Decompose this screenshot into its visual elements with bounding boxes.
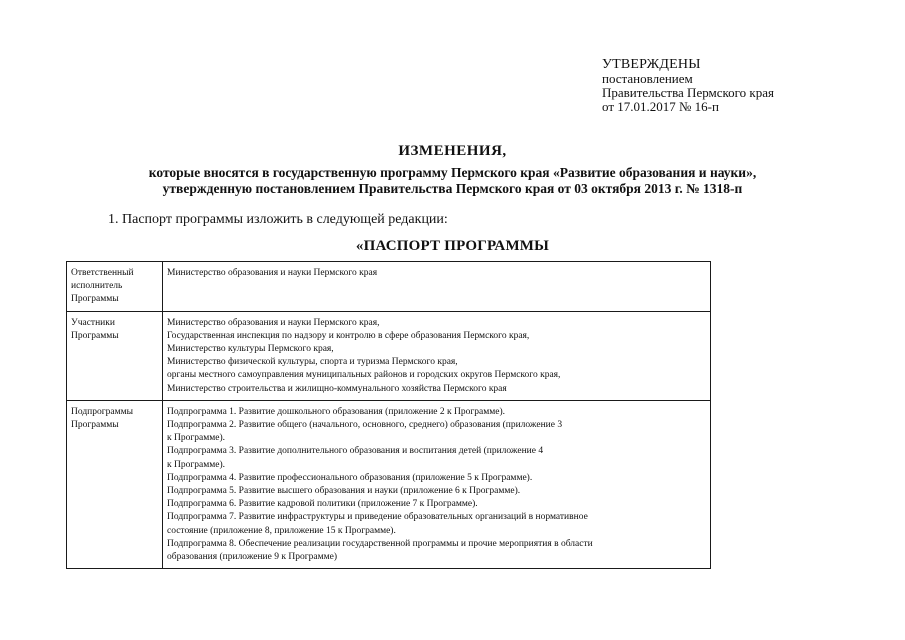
row-label-line: Участники: [71, 317, 115, 328]
row-label-line: Программы: [71, 330, 119, 341]
row-content-line: Подпрограмма 6. Развитие кадровой политики (приложение 7 к Программе).: [167, 499, 478, 510]
table-row: [67, 262, 711, 312]
row-content-line: Подпрограмма 7. Развитие инфраструктуры и приведение образовательных организаций в нормативное: [167, 512, 588, 523]
row-content-cell: [163, 400, 711, 568]
row-content-line: органы местного самоуправления муниципальных районов и городских округов Пермского края,: [167, 370, 561, 381]
row-content-line: Министерство образования и науки Пермского края: [167, 268, 378, 278]
row-content-line: Подпрограмма 8. Обеспечение реализации государственной программы и прочие мероприятия в области: [167, 538, 593, 549]
row-content-line: Подпрограмма 5. Развитие высшего образования и науки (приложение 6 к Программе).: [167, 486, 521, 497]
approval-stamp: [602, 58, 862, 114]
row-content-line: Государственная инспекция по надзору и контролю в сфере образования Пермского края,: [167, 330, 530, 341]
row-content-line: Подпрограмма 2. Развитие общего (начального, основного, среднего) образования (приложение 3: [167, 420, 563, 431]
row-content-line: к Программе).: [167, 433, 225, 444]
row-content-line: образования (приложение 9 к Программе): [167, 552, 337, 563]
row-label-cell: [67, 311, 163, 400]
row-label-cell: [67, 262, 163, 312]
document-subtitle: [0, 165, 905, 197]
row-label-line: Ответственный: [71, 268, 134, 278]
row-content-cell: [163, 262, 711, 312]
passport-title: «ПАСПОРТ ПРОГРАММЫ: [355, 238, 550, 254]
row-label-line: Программы: [71, 420, 119, 431]
row-content-line: Министерство культуры Пермского края,: [167, 344, 334, 355]
row-label-line: исполнитель: [71, 281, 123, 292]
row-label-cell: [67, 400, 163, 568]
approval-title: УТВЕРЖДЕНЫ: [602, 57, 701, 72]
section-item-1: 1. Паспорт программы изложить в следующей редакции:: [108, 212, 448, 227]
row-content-line: состояние (приложение 8, приложение 15 к Программе).: [167, 525, 396, 536]
row-content-line: Подпрограмма 4. Развитие профессионального образования (приложение 5 к Программе).: [167, 472, 533, 483]
approval-line-3: от 17.01.2017 № 16-п: [602, 99, 719, 114]
row-content-cell: [163, 311, 711, 400]
row-content-line: Подпрограмма 3. Развитие дополнительного образования и воспитания детей (приложение 4: [167, 446, 544, 457]
row-content-line: к Программе).: [167, 459, 225, 470]
row-label-line: Подпрограммы: [71, 406, 134, 417]
passport-table: [66, 261, 711, 569]
row-content-line: Подпрограмма 1. Развитие дошкольного образования (приложение 2 к Программе).: [167, 406, 506, 417]
row-content-line: Министерство строительства и жилищно-коммунального хозяйства Пермского края: [167, 383, 507, 394]
table-row: [67, 311, 711, 400]
row-content-line: Министерство образования и науки Пермского края,: [167, 317, 380, 328]
table-row: [67, 400, 711, 568]
row-label-line: Программы: [71, 294, 119, 305]
subtitle-line-2: утвержденную постановлением Правительства Пермского края от 03 октября 2013 г. № 1318-п: [162, 181, 743, 196]
subtitle-line-1: которые вносятся в государственную программу Пермского края «Развитие образования и науки»,: [148, 165, 757, 180]
row-content-line: Министерство физической культуры, спорта и туризма Пермского края,: [167, 357, 458, 368]
document-title: ИЗМЕНЕНИЯ,: [398, 143, 507, 159]
approval-line-1: постановлением: [602, 71, 693, 86]
approval-line-2: Правительства Пермского края: [602, 85, 774, 100]
